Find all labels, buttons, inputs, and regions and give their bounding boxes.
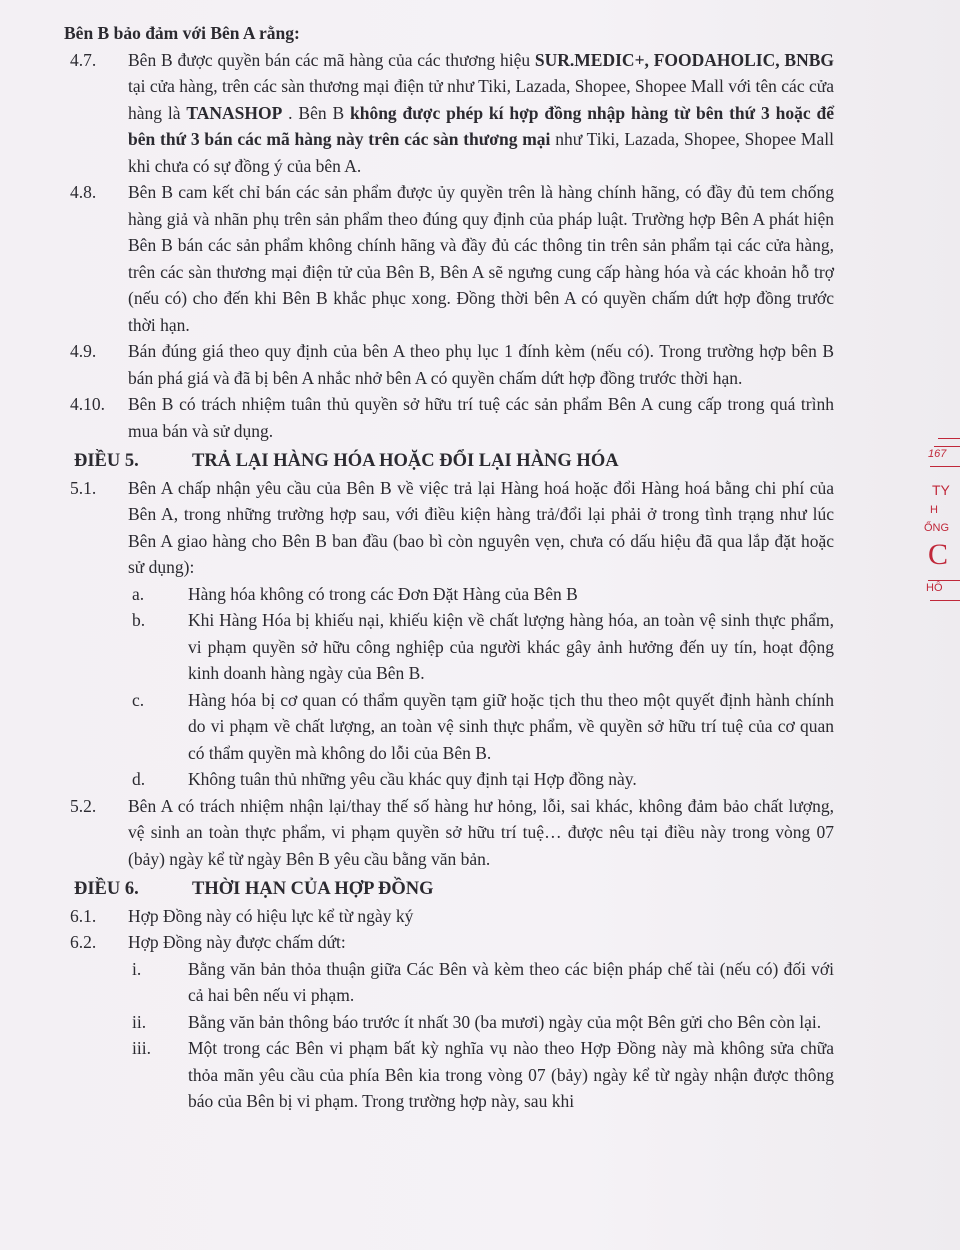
- bold-text: không được phép kí hợp đồng nhập hàng từ bên thứ 3 hoặc để bên thứ 3 bán các mã hàng này trên các sàn thương mại: [128, 102, 834, 149]
- clause-text: [128, 179, 834, 338]
- subclause-number: iii.: [132, 1038, 151, 1058]
- clause-text: [128, 338, 834, 391]
- clause-6-2: [64, 929, 834, 956]
- stamp-letter: C: [928, 538, 949, 571]
- clause-5-1: [64, 475, 834, 581]
- section-intro: Bên B bảo đảm với Bên A rằng:: [64, 23, 300, 43]
- text-segment: tại cửa hàng, trên các sàn thương mại điện tử như Tiki, Lazada, Shopee, Shopee Mall với tên các cửa hàng là: [128, 76, 834, 123]
- clause-5-2: [64, 793, 834, 873]
- clause-text: [128, 391, 834, 444]
- subclause-text: Hàng hóa bị cơ quan có thẩm quyền tạm giữ hoặc tịch thu theo một quyết định hành chính do vi phạm về chất lượng, an toàn vệ sinh thực phẩm, về quyền sở hữu trí tuệ của cơ quan có thẩm quyền mà không do lỗi của Bên B.: [188, 689, 834, 763]
- stamp-stroke: [934, 446, 960, 447]
- stamp-stroke: [930, 600, 960, 601]
- subclause-text: Một trong các Bên vi phạm bất kỳ nghĩa vụ nào theo Hợp Đồng này mà không sửa chữa thỏa mãn yêu cầu của phía Bên kia trong vòng 07 (bảy) ngày kể từ ngày nhận được thông báo của Bên bị vi phạm. Trong trường hợp này, sau khi: [188, 1038, 834, 1111]
- stamp-text: TY: [932, 482, 950, 498]
- subclause-d: [64, 766, 834, 793]
- clause-text: Bên A chấp nhận yêu cầu của Bên B về việc trả lại Hàng hoá hoặc đổi Hàng hoá bằng chi phí của Bên A, trong những trường hợp sau, với điều kiện hàng trả/đổi lại phải ở trong tình trạng như lúc Bên A giao hàng cho Bên B ban đầu (bao bì còn nguyên vẹn, chưa có dấu hiệu đã qua lắp đặt hoặc sử dụng):: [128, 477, 834, 577]
- stamp-text: H: [930, 504, 938, 516]
- clause-4-10: [64, 391, 834, 444]
- clause-text: [128, 47, 834, 180]
- clause-number: 4.10.: [70, 394, 105, 414]
- article-title: THỜI HẠN CỦA HỢP ĐỒNG: [192, 879, 434, 899]
- subclause-number: ii.: [132, 1011, 147, 1032]
- subclause-text: Bằng văn bản thông báo trước ít nhất 30 (ba mươi) ngày của một Bên gửi cho Bên còn lại.: [188, 1011, 822, 1032]
- subclause-text: Khi Hàng Hóa bị khiếu nại, khiếu kiện về chất lượng hàng hóa, an toàn vệ sinh thực phẩm, vi phạm quyền sở hữu công nghiệp của người khác gây ảnh hưởng đến uy tín, hoạt động kinh doanh hàng ngày của Bên B.: [188, 610, 834, 683]
- subclause-number: i.: [132, 958, 142, 979]
- article-number: ĐIỀU 5.: [74, 451, 139, 471]
- clause-number: 4.9.: [70, 341, 97, 361]
- clause-number: 5.1.: [70, 477, 97, 498]
- clause-number: 4.8.: [70, 182, 97, 202]
- stamp-stroke: [930, 466, 960, 467]
- clause-text: Hợp Đồng này được chấm dứt:: [128, 932, 346, 952]
- article-number: ĐIỀU 6.: [74, 879, 139, 899]
- contract-text: [64, 20, 834, 1115]
- clause-number: 6.1.: [70, 905, 97, 926]
- subclause-number: c.: [132, 689, 145, 710]
- warranty-clauses: [64, 47, 834, 445]
- text-segment: Bán đúng giá theo quy định của bên A theo phụ lục 1 đính kèm (nếu có). Trong trường hợp bên B bán phá giá và đã bị bên A nhắc nhở bên A có quyền chấm dứt hợp đồng trước thời hạn.: [128, 341, 834, 388]
- article-6-heading: [64, 876, 834, 903]
- stamp-text: ỔNG: [924, 522, 950, 534]
- subclause-number: a.: [132, 583, 145, 604]
- subclause-text: Không tuân thủ những yêu cầu khác quy định tại Hợp đồng này.: [188, 769, 637, 789]
- article-5-heading: [64, 448, 834, 475]
- subclause-text: Hàng hóa không có trong các Đơn Đặt Hàng của Bên B: [188, 583, 578, 604]
- clause-text: Hợp Đồng này có hiệu lực kể từ ngày ký: [128, 905, 414, 926]
- text-segment: . Bên B: [282, 102, 350, 123]
- subclause-iii: [64, 1035, 834, 1115]
- stamp-stroke: [928, 580, 960, 581]
- company-stamp: [922, 430, 960, 610]
- subclause-a: [64, 581, 834, 608]
- clause-number: 4.7.: [70, 49, 97, 70]
- clause-4-8: [64, 179, 834, 338]
- bold-text: TANASHOP: [186, 102, 283, 123]
- text-segment: Bên B có trách nhiệm tuân thủ quyền sở hữu trí tuệ các sản phẩm Bên A cung cấp trong quá trình mua bán và sử dụng.: [128, 394, 834, 441]
- subclause-i: [64, 956, 834, 1009]
- subclause-ii: [64, 1009, 834, 1036]
- text-segment: Bên B được quyền bán các mã hàng của các thương hiệu: [128, 49, 535, 70]
- subclause-c: [64, 687, 834, 767]
- clause-6-1: [64, 903, 834, 930]
- article-title: TRẢ LẠI HÀNG HÓA HOẶC ĐỔI LẠI HÀNG HÓA: [192, 451, 619, 471]
- clause-number: 6.2.: [70, 932, 97, 952]
- stamp-text: 167: [928, 448, 947, 460]
- text-segment: như Tiki, Lazada, Shopee, Shopee Mall khi chưa có sự đồng ý của bên A.: [128, 129, 834, 176]
- subclause-number: b.: [132, 610, 146, 630]
- subclause-b: [64, 607, 834, 687]
- bold-text: SUR.MEDIC+, FOODAHOLIC, BNBG: [534, 49, 834, 70]
- subclause-number: d.: [132, 769, 146, 789]
- clause-text: Bên A có trách nhiệm nhận lại/thay thế số hàng hư hỏng, lỗi, sai khác, không đảm bảo chất lượng, vệ sinh an toàn thực phẩm, vi phạm quyền sở hữu trí tuệ… được nêu tại điều này trong vòng 07 (bảy) ngày kể từ ngày Bên B yêu cầu bằng văn bản.: [128, 795, 834, 869]
- clause-4-9: [64, 338, 834, 391]
- text-segment: Bên B cam kết chỉ bán các sản phẩm được ủy quyền trên là hàng chính hãng, có đầy đủ tem chống hàng giả và nhãn phụ trên sản phẩm theo đúng quy định của pháp luật. Trường hợp Bên A phát hiện Bên B bán các sản phẩm không chính hãng và đầy đủ các thông tin trên sản phẩm tại các cửa hàng, trên các sàn thương mại điện tử của Bên B, Bên A sẽ ngưng cung cấp hàng hóa và các khoản hỗ trợ (nếu có) cho đến khi Bên B khắc phục xong. Đồng thời bên A có quyền chấm dứt hợp đồng trước thời hạn.: [128, 182, 834, 335]
- stamp-stroke: [938, 438, 960, 439]
- clause-4-7: [64, 47, 834, 180]
- clause-number: 5.2.: [70, 795, 97, 816]
- subclause-text: Bằng văn bản thỏa thuận giữa Các Bên và kèm theo các biện pháp chế tài (nếu có) đối với cả hai bên nếu vi phạm.: [188, 958, 834, 1005]
- stamp-text: HÔ: [926, 582, 943, 594]
